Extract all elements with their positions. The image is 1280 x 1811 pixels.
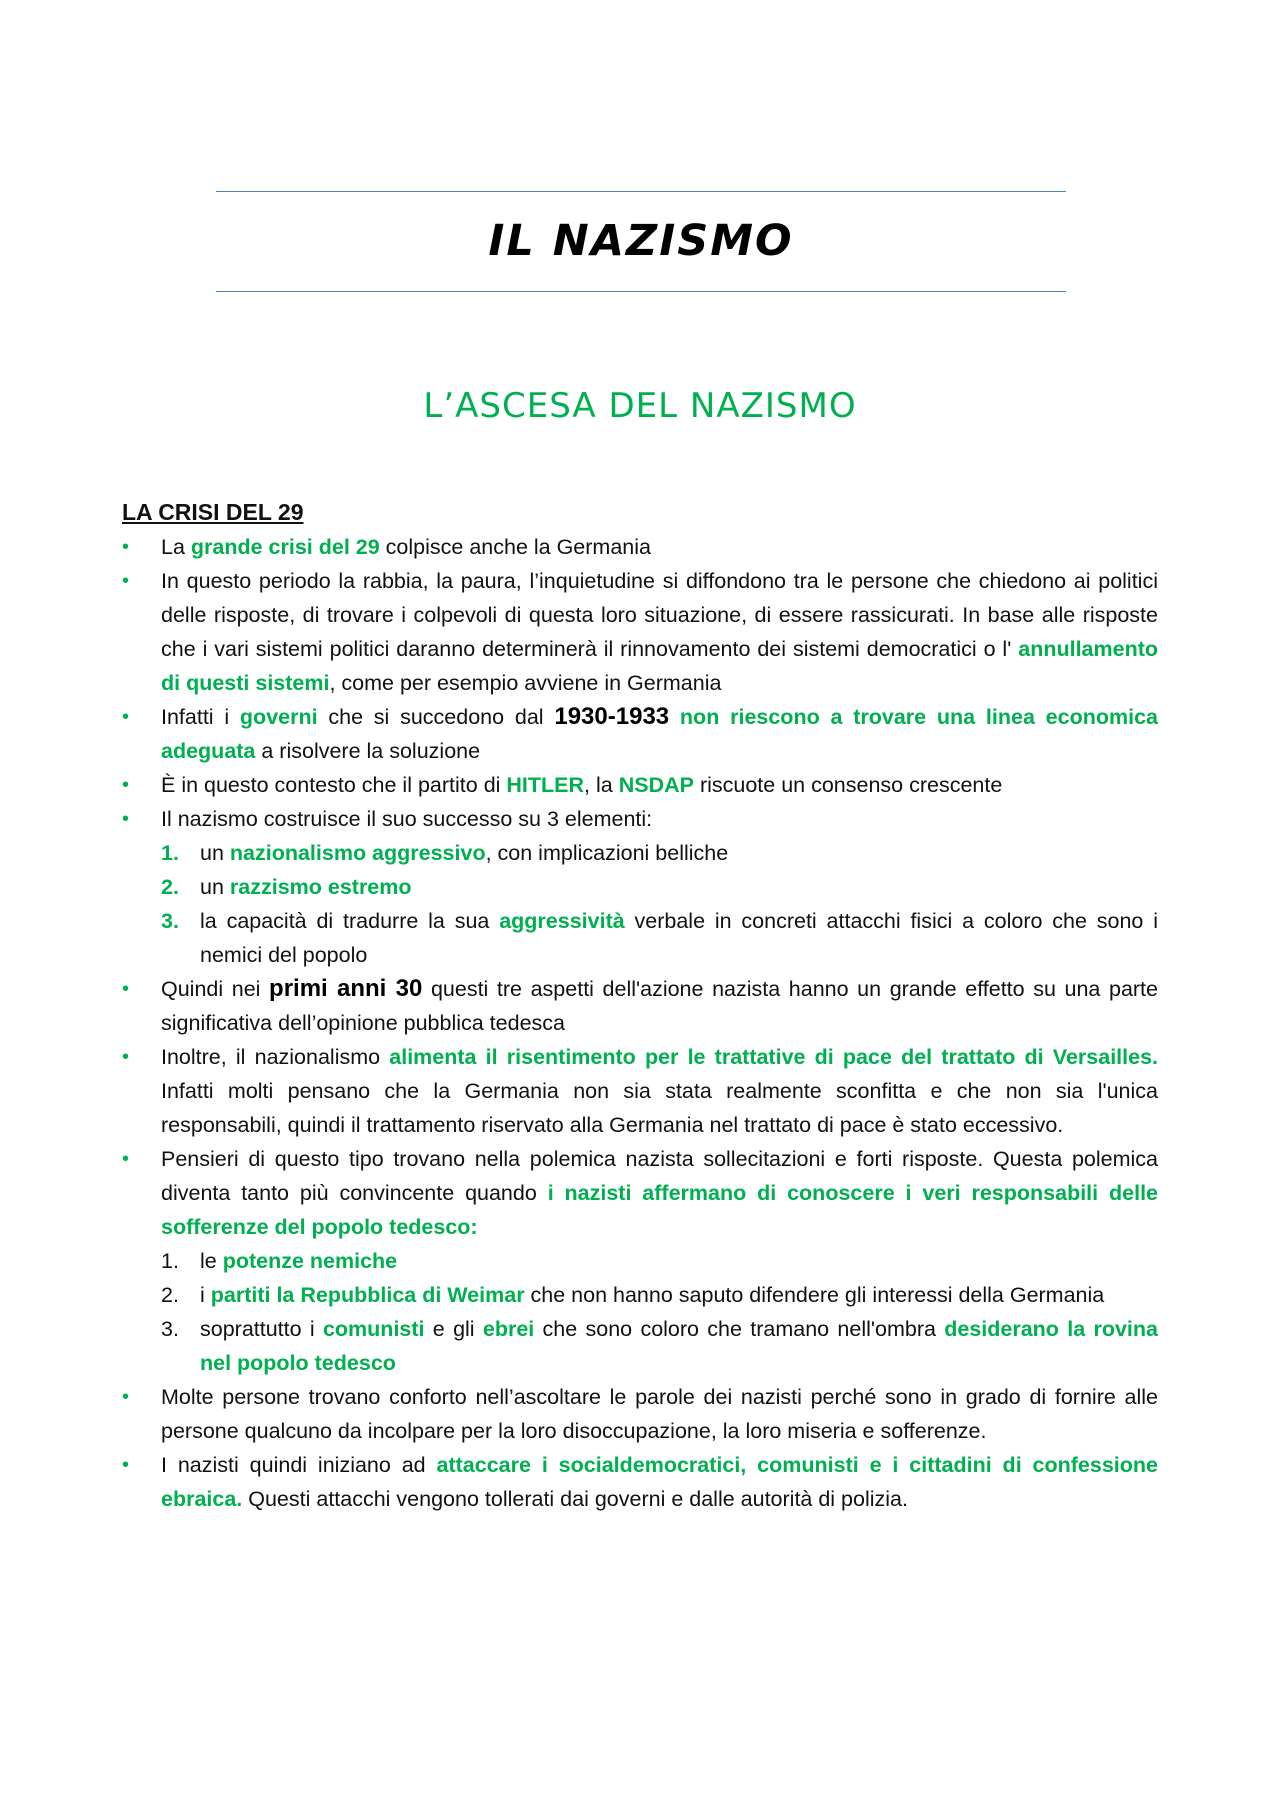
bullet-item xyxy=(122,1448,1158,1516)
bullet-icon: • xyxy=(122,1148,130,1170)
highlight-text: non riescono a trovare una linea economica adeguata xyxy=(161,705,1158,763)
highlight-text: desiderano la rovina nel popolo tedesco xyxy=(200,1317,1158,1375)
highlight-text: aggressività xyxy=(499,909,625,933)
list-item xyxy=(161,1312,1158,1380)
text-run: Il nazismo costruisce il suo successo su 3 elementi: xyxy=(161,807,653,831)
text-run: un xyxy=(200,841,230,865)
text-run: Questi attacchi vengono tollerati dai governi e dalle autorità di polizia. xyxy=(242,1487,908,1511)
text-run: verbale in concreti attacchi fisici a coloro che sono i nemici del popolo xyxy=(200,909,1158,967)
section-title: L’ASCESA DEL NAZISMO xyxy=(423,386,857,426)
document-body xyxy=(122,496,1158,1516)
bullet-item xyxy=(122,564,1158,700)
text-run: , come per esempio avviene in Germania xyxy=(329,671,722,695)
text-run: Infatti i xyxy=(161,705,240,729)
text-run: Inoltre, il nazionalismo xyxy=(161,1045,390,1069)
list-item xyxy=(161,904,1158,972)
bullet-icon: • xyxy=(122,774,130,796)
page-title: IL NAZISMO xyxy=(488,216,794,266)
bullet-item xyxy=(122,700,1158,768)
highlight-text: NSDAP xyxy=(618,773,694,797)
highlight-text: ebrei xyxy=(482,1317,535,1341)
bullet-icon: • xyxy=(122,978,130,1000)
highlight-text: partiti la Repubblica di Weimar xyxy=(210,1283,525,1307)
text-run: In questo periodo la rabbia, la paura, l’inquietudine si diffondono tra le persone che chiedono ai politici delle risposte, di trovare i colpevoli di questa loro situazione, di essere rassicurati. In base alle risposte che i vari sistemi politici daranno determinerà il rinnovamento dei sistemi democratici o l' xyxy=(161,569,1158,661)
title-block xyxy=(216,191,1066,293)
text-run: Molte persone trovano conforto nell’ascoltare le parole dei nazisti perché sono in grado di fornire alle persone qualcuno da incolpare per la loro disoccupazione, la loro miseria e sofferenze. xyxy=(161,1385,1158,1443)
text-run: questi tre aspetti dell'azione nazista hanno un grande effetto su una parte significativa dell’opinione pubblica tedesca xyxy=(161,977,1158,1035)
list-number: 3. xyxy=(161,909,179,933)
text-run: che non hanno saputo difendere gli interessi della Germania xyxy=(524,1283,1105,1307)
list-item xyxy=(161,1244,1158,1278)
list-number: 1. xyxy=(161,841,179,865)
highlight-text: grande crisi del 29 xyxy=(190,535,380,559)
list-number: 3. xyxy=(161,1317,179,1341)
text-run: Pensieri di questo tipo trovano nella polemica nazista sollecitazioni e forti risposte. Questa polemica diventa tanto più convincente quando xyxy=(161,1147,1158,1205)
text-run: , la xyxy=(584,773,619,797)
bullet-item xyxy=(122,530,1158,564)
highlight-text: nazionalismo aggressivo xyxy=(229,841,486,865)
highlight-text: HITLER xyxy=(506,773,585,797)
text-run: a risolvere la soluzione xyxy=(255,739,481,763)
text-run: Infatti molti pensano che la Germania non sia stata realmente sconfitta e che non sia l'unica responsabili, quindi il trattamento riservato alla Germania nel trattato di pace è stato eccessivo. xyxy=(161,1079,1158,1137)
bullet-icon: • xyxy=(122,1454,130,1476)
subheading: LA CRISI DEL 29 xyxy=(122,499,304,525)
list-item xyxy=(161,836,1158,870)
bullet-list xyxy=(122,530,1158,1516)
highlight-text: annullamento di questi sistemi xyxy=(161,637,1158,695)
bullet-icon: • xyxy=(122,808,130,830)
highlight-text: governi xyxy=(239,705,318,729)
bullet-item xyxy=(122,1040,1158,1142)
emphasis-text: primi anni 30 xyxy=(269,975,423,1002)
highlight-text: alimenta il risentimento per le trattative di pace del trattato di Versailles. xyxy=(389,1045,1158,1069)
text-run: Quindi nei xyxy=(161,977,270,1001)
text-run: la capacità di tradurre la sua xyxy=(200,909,500,933)
bullet-item xyxy=(122,768,1158,802)
text-run: , con implicazioni belliche xyxy=(485,841,729,865)
text-run: colpisce anche la Germania xyxy=(379,535,651,559)
text-run xyxy=(669,705,680,729)
text-run: e gli xyxy=(424,1317,483,1341)
bullet-icon: • xyxy=(122,706,130,728)
numbered-list xyxy=(161,1244,1158,1380)
bullet-icon: • xyxy=(122,570,130,592)
bullet-item xyxy=(122,972,1158,1040)
list-number: 2. xyxy=(161,1283,179,1307)
text-run: le xyxy=(200,1249,223,1273)
text-run: riscuote un consenso crescente xyxy=(693,773,1003,797)
bullet-icon: • xyxy=(122,1386,130,1408)
bullet-icon: • xyxy=(122,536,130,558)
highlight-text: razzismo estremo xyxy=(229,875,412,899)
highlight-text: potenze nemiche xyxy=(222,1249,398,1273)
emphasis-text: 1930-1933 xyxy=(554,703,670,730)
text-run: È in questo contesto che il partito di xyxy=(161,773,507,797)
text-run: un xyxy=(200,875,230,899)
highlight-text: attaccare i socialdemocratici, comunisti e i cittadini di confessione ebraica. xyxy=(161,1453,1158,1511)
list-number: 2. xyxy=(161,875,179,899)
text-run: soprattutto i xyxy=(200,1317,323,1341)
bullet-item xyxy=(122,1142,1158,1380)
highlight-text: comunisti xyxy=(322,1317,425,1341)
list-number: 1. xyxy=(161,1249,179,1273)
bullet-item xyxy=(122,1380,1158,1448)
highlight-text: i nazisti affermano di conoscere i veri responsabili delle sofferenze del popolo tedesco: xyxy=(161,1181,1158,1239)
list-item xyxy=(161,1278,1158,1312)
text-run: che si succedono dal xyxy=(317,705,555,729)
list-item xyxy=(161,870,1158,904)
text-run: i xyxy=(200,1283,211,1307)
text-run: La xyxy=(161,535,191,559)
title-rule-top xyxy=(216,191,1066,192)
bullet-item xyxy=(122,802,1158,972)
text-run: I nazisti quindi iniziano ad xyxy=(161,1453,437,1477)
title-rule-bottom xyxy=(216,291,1066,292)
text-run: che sono coloro che tramano nell'ombra xyxy=(534,1317,945,1341)
numbered-list xyxy=(161,836,1158,972)
bullet-icon: • xyxy=(122,1046,130,1068)
